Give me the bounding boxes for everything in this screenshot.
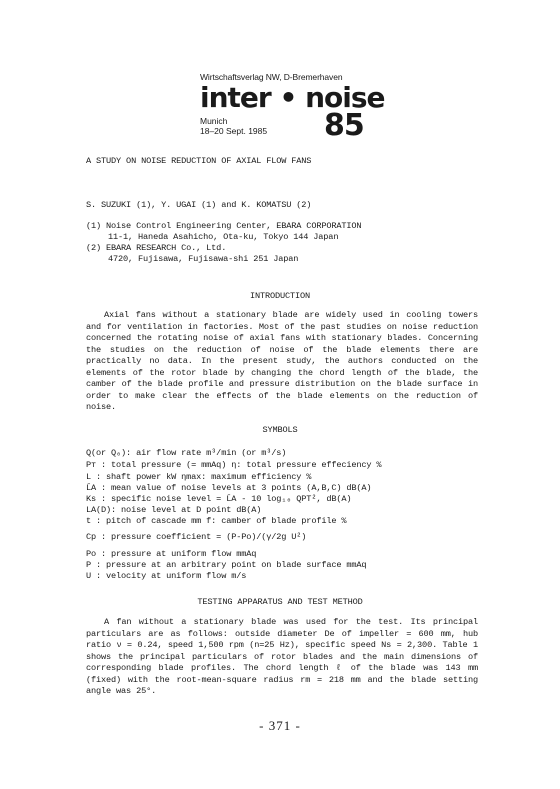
symbol-line: LA(D): noise level at D point dB(A) <box>86 505 262 515</box>
publisher-line: Wirtschaftsverlag NW, D-Bremerhaven <box>200 72 343 82</box>
affiliation-line: 11-1, Haneda Asahicho, Ota-ku, Tokyo 144 Japan <box>108 232 339 242</box>
testing-text: A fan without a stationary blade was used for the test. Its principal particulars are as follows: outside diameter De of impeller = 600 mm, hub ratio ν = 0.24, speed 1,500 rpm (n=25 Hz), specific speed Ns = 2,300. Table 1 shows the principal particulars of rotor blades and the main dimensions of corresponding blade profiles. The chord length ℓ of the blade was 143 mm (fixed) with the root-mean-square radius rm = 218 mm and the blade setting angle was 25°. <box>86 617 478 696</box>
paper-authors: S. SUZUKI (1), Y. UGAI (1) and K. KOMATSU (2) <box>86 200 312 210</box>
symbol-line: Po : pressure at uniform flow mmAq <box>86 549 257 559</box>
testing-paragraph <box>86 617 478 698</box>
conference-year: 85 <box>324 108 364 143</box>
symbol-line: L : shaft power kW ηmax: maximum efficiency % <box>86 472 312 482</box>
conference-name: inter • noise <box>200 81 385 114</box>
paper-title: A STUDY ON NOISE REDUCTION OF AXIAL FLOW FANS <box>86 156 312 166</box>
conference-city: Munich <box>200 116 228 126</box>
symbol-line: Ks : specific noise level = L̄A - 10 log₁₀ QPT², dB(A) <box>86 494 352 504</box>
symbol-line: t : pitch of cascade mm f: camber of blade profile % <box>86 516 347 526</box>
page-number: - 371 - <box>259 718 301 733</box>
section-heading-testing: TESTING APPARATUS AND TEST METHOD <box>197 597 363 607</box>
symbol-line: Q(or Q₀): air flow rate m³/min (or m³/s) <box>86 448 287 458</box>
conference-place <box>200 116 267 136</box>
affiliation-line: 4720, Fujisawa, Fujisawa-shi 251 Japan <box>108 254 299 264</box>
symbol-line: L̄A : mean value of noise levels at 3 points (A,B,C) dB(A) <box>86 483 372 493</box>
affiliation-line: (1) Noise Control Engineering Center, EBARA CORPORATION <box>86 221 362 231</box>
symbol-line: U : velocity at uniform flow m/s <box>86 571 247 581</box>
conference-dates: 18–20 Sept. 1985 <box>200 126 268 136</box>
introduction-text: Axial fans without a stationary blade are widely used in cooling towers and for ventilation in factories. Most of the past studies on noise reduction concerned the rotating noise of axial fans with stationary blades. Concerning the studies on the reduction of noise of the blade elements there are practically no data. In the present study, the authors conducted on the elements of the rotor blade by changing the chord length of the blade, the camber of the blade profile and pressure distribution on the blade surface in order to make clear the effects of the blade elements on the reduction of noise. <box>86 310 478 412</box>
conference-header <box>200 72 385 144</box>
symbol-line: P : pressure at an arbitrary point on blade surface mmAq <box>86 560 367 570</box>
introduction-paragraph <box>86 310 478 414</box>
section-heading-introduction: INTRODUCTION <box>249 291 311 301</box>
affiliation-line: (2) EBARA RESEARCH Co., Ltd. <box>86 243 227 253</box>
symbol-line: Pт : total pressure (= mmAq) η: total pressure effeciency % <box>86 460 382 470</box>
section-heading-symbols: SYMBOLS <box>262 425 298 435</box>
symbol-line: Cp : pressure coefficient = (P-Po)/(γ/2g U²) <box>86 532 307 542</box>
